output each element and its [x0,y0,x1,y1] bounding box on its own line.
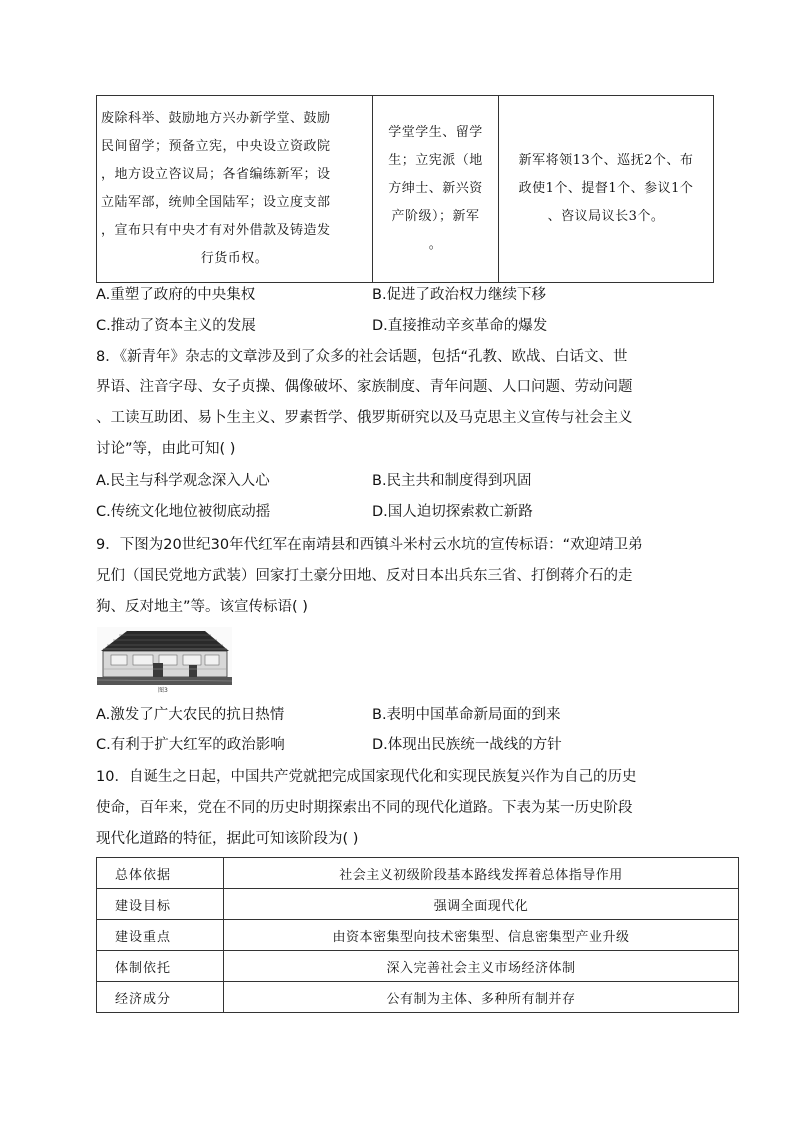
row-key: 建设目标 [97,889,224,920]
q8-option-a[interactable]: A.民主与科学观念深入人心 [96,473,270,489]
figure-caption: 图3 [158,687,168,694]
reform-table [96,95,714,283]
cell-line: 学堂学生、留学 [388,125,483,140]
cell-line: 立陆军部，统帅全国陆军；设立度支部 [101,195,331,210]
officials-cell [499,96,714,283]
row-value: 由资本密集型向技术密集型、信息密集型产业升级 [224,920,739,951]
cell-line: 新军将领13个、巡抚2个、布 [518,153,694,168]
cell-line: ，宣布只有中央才有对外借款及铸造发 [101,223,331,238]
q9-stem-line: 兄们（国民党地方武装）回家打土豪分田地、反对日本出兵东三省、打倒蒋介石的走 [96,568,633,584]
q8-stem-line: 界语、注音字母、女子贞操、偶像破坏、家族制度、青年问题、人口问题、劳动问题 [96,379,633,395]
table-row [97,858,739,889]
q8-stem-line: 8．《新青年》杂志的文章涉及到了众多的社会话题，包括“孔教、欧战、白话文、世 [96,349,628,365]
participants-cell [373,96,499,283]
q7-option-a[interactable]: A.重塑了政府的中央集权 [96,287,256,303]
cell-line: 政使1个、提督1个、参议1个 [518,181,694,196]
q7-option-b[interactable]: B.促进了政治权力继续下移 [372,287,547,303]
q8-stem-line: 讨论”等，由此可知( ) [96,441,236,457]
row-value: 社会主义初级阶段基本路线发挥着总体指导作用 [224,858,739,889]
cell-line: ，地方设立咨议局；各省编练新军；设 [101,167,331,182]
q10-stem-line: 使命，百年来，党在不同的历史时期探索出不同的现代化道路。下表为某一历史阶段 [96,800,633,816]
q7-option-c[interactable]: C.推动了资本主义的发展 [96,318,256,334]
row-value: 深入完善社会主义市场经济体制 [224,951,739,982]
cell-line: 。 [428,237,443,252]
table-row [97,982,739,1013]
cell-line: 产阶级）；新军 [391,209,480,224]
q8-option-d[interactable]: D.国人迫切探索救亡新路 [372,504,533,520]
cell-line: 行货币权。 [200,251,269,266]
row-value: 公有制为主体、多种所有制并存 [224,982,739,1013]
q9-option-a[interactable]: A.激发了广大农民的抗日热情 [96,707,285,723]
table-row [97,951,739,982]
q10-stem-line: 10．自诞生之日起，中国共产党就把完成国家现代化和实现民族复兴作为自己的历史 [96,769,637,785]
cell-line: 废除科举、鼓励地方兴办新学堂、鼓励 [101,111,331,126]
modernization-table [96,857,739,1013]
cell-line: 方绅士、新兴资 [388,181,483,196]
row-key: 建设重点 [97,920,224,951]
q9-option-b[interactable]: B.表明中国革命新局面的到来 [372,707,561,723]
cell-line: 、咨议局议长3个。 [547,209,665,224]
row-value: 强调全面现代化 [224,889,739,920]
q8-stem-line: 、工读互助团、易卜生主义、罗素哲学、俄罗斯研究以及马克思主义宣传与社会主义 [96,410,633,426]
row-key: 经济成分 [97,982,224,1013]
q10-stem-line: 现代化道路的特征，据此可知该阶段为( ) [96,831,359,847]
q9-option-d[interactable]: D.体现出民族统一战线的方针 [372,737,562,753]
table-row [97,920,739,951]
slogan-building-photo [97,627,232,685]
q7-option-d[interactable]: D.直接推动辛亥革命的爆发 [372,318,548,334]
cell-line: 民间留学；预备立宪，中央设立资政院 [101,139,331,154]
q9-stem-line: 狗、反对地主”等。该宣传标语( ) [96,599,308,615]
q9-option-c[interactable]: C.有利于扩大红军的政治影响 [96,737,285,753]
table-row [97,889,739,920]
reform-measures-cell [97,96,373,283]
table-row [97,96,714,283]
q8-option-b[interactable]: B.民主共和制度得到巩固 [372,473,532,489]
cell-line: 生；立宪派（地 [388,153,483,168]
q9-stem-line: 9．下图为20世纪30年代红军在南靖县和西镇斗米村云水坑的宣传标语：“欢迎靖卫弟 [96,537,643,553]
row-key: 总体依据 [97,858,224,889]
row-key: 体制依托 [97,951,224,982]
q8-option-c[interactable]: C.传统文化地位被彻底动摇 [96,504,271,520]
